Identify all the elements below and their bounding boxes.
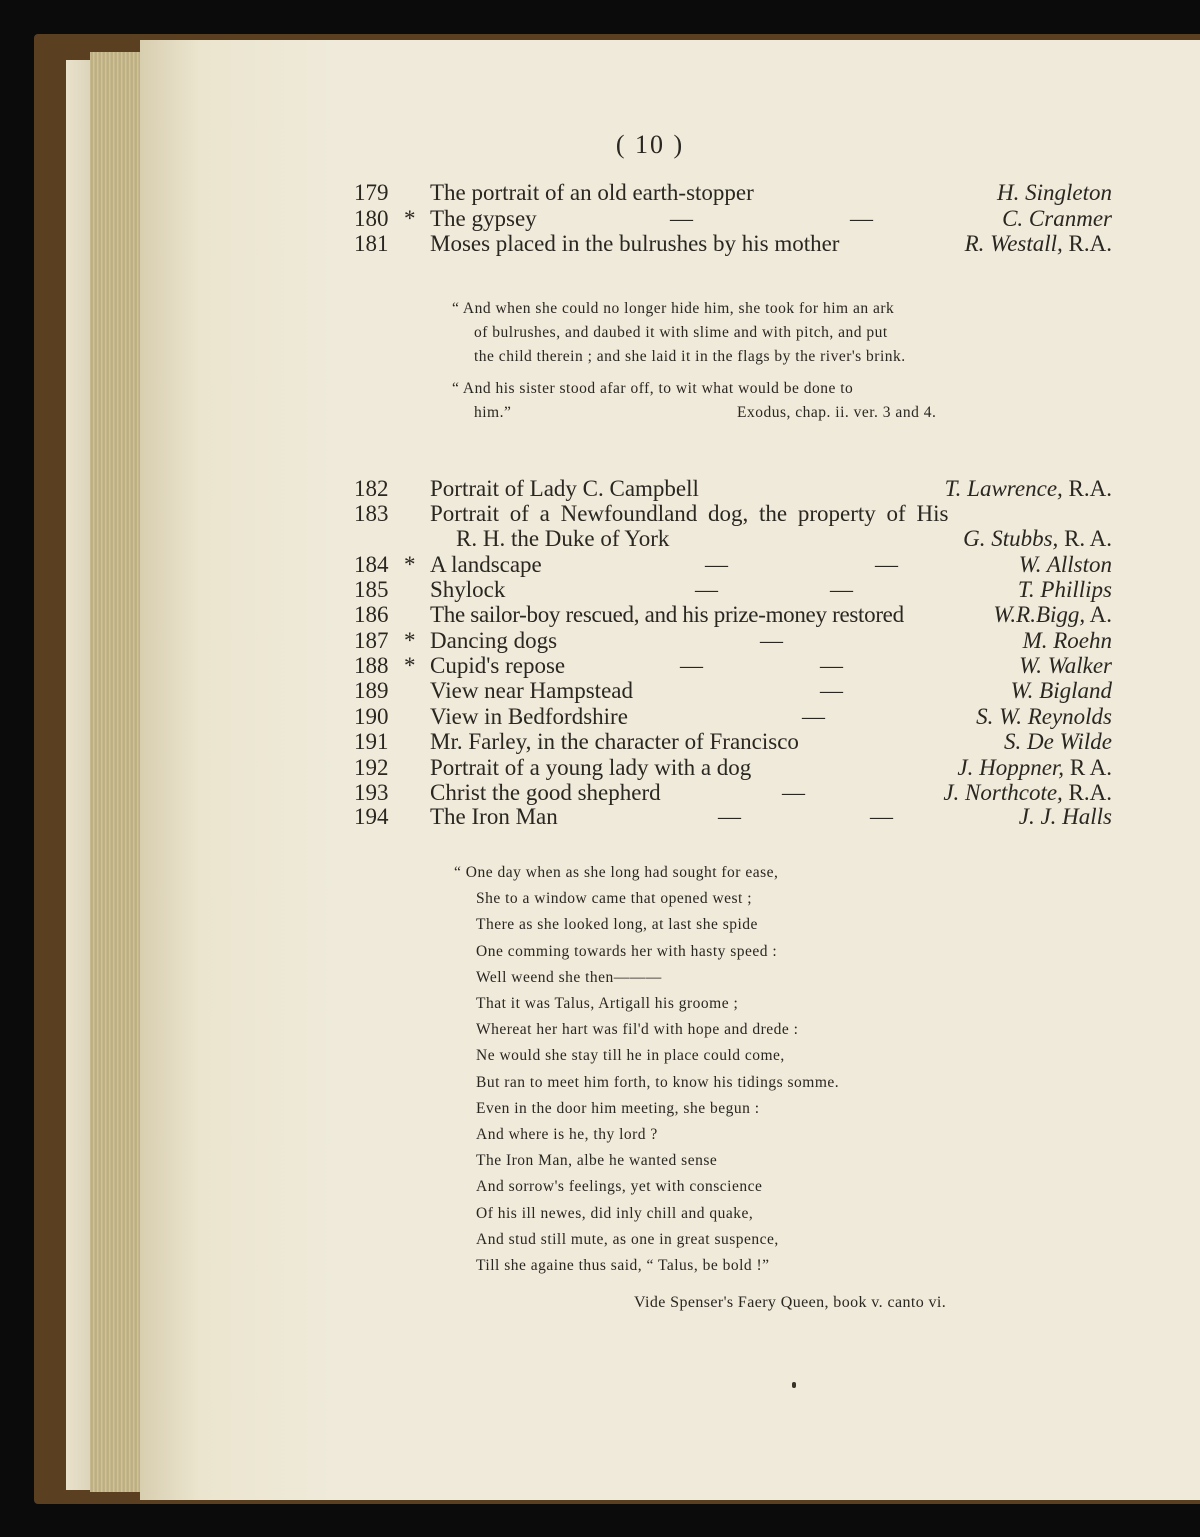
catalogue-entry xyxy=(140,628,1140,654)
catalogue-entry xyxy=(140,602,1140,628)
catalogue-entry-continued xyxy=(140,526,1140,552)
poem-line: Whereat her hart was fil'd with hope and drede : xyxy=(476,1021,799,1039)
quote-spenser xyxy=(454,860,1054,1279)
artist-name: H. Singleton xyxy=(997,180,1112,205)
poem-line: One comming towards her with hasty speed : xyxy=(476,942,778,960)
entry-number: 185 xyxy=(354,577,389,602)
entry-artist xyxy=(1019,552,1112,578)
entry-number: 191 xyxy=(354,729,389,754)
entry-title: The Iron Man xyxy=(430,804,558,829)
entry-star: * xyxy=(404,206,416,231)
catalogue-entry xyxy=(140,653,1140,679)
book-page xyxy=(140,40,1200,1500)
artist-suffix: R. A. xyxy=(1058,526,1112,551)
entry-dash: — xyxy=(680,653,703,678)
artist-suffix: R.A. xyxy=(1062,780,1112,805)
artist-name: J. Hoppner, xyxy=(957,755,1065,780)
poem-line: But ran to meet him forth, to know his tidings somme. xyxy=(476,1073,840,1091)
poem-line: She to a window came that opened west ; xyxy=(476,890,753,908)
artist-name: G. Stubbs, xyxy=(963,526,1059,551)
entry-number: 194 xyxy=(354,804,389,829)
entry-title: View near Hampstead xyxy=(430,678,633,703)
entry-dash: — xyxy=(782,780,805,805)
entry-star: * xyxy=(404,653,416,678)
artist-suffix: R.A. xyxy=(1062,231,1112,256)
entry-title: Christ the good shepherd xyxy=(430,780,661,805)
entry-title: Portrait of a Newfoundland dog, the property of His xyxy=(430,501,949,526)
entry-number: 186 xyxy=(354,602,389,627)
entry-title: Portrait of a young lady with a dog xyxy=(430,755,752,780)
entry-artist xyxy=(965,231,1112,257)
entry-title: The sailor-boy rescued, and his prize-money restored xyxy=(430,602,904,627)
entry-title: Moses placed in the bulrushes by his mother xyxy=(430,231,840,256)
artist-name: S. W. Reynolds xyxy=(976,704,1112,729)
poem-line: That it was Talus, Artigall his groome ; xyxy=(476,995,739,1013)
entry-number: 184 xyxy=(354,552,389,577)
entry-artist xyxy=(976,704,1112,730)
quote-line: the child therein ; and she laid it in the flags by the river's brink. xyxy=(474,348,906,365)
entry-artist xyxy=(963,526,1112,552)
entry-artist xyxy=(1018,577,1112,603)
poem-line: Till she againe thus said, “ Talus, be bold !” xyxy=(476,1257,770,1275)
entry-title: Shylock xyxy=(430,577,506,602)
entry-number: 189 xyxy=(354,678,389,703)
poem-line: Well weend she then——— xyxy=(476,968,662,986)
entry-artist xyxy=(1011,678,1112,704)
entry-number: 179 xyxy=(354,180,389,205)
poem-line: And where is he, thy lord ? xyxy=(476,1126,658,1144)
poem-line: And sorrow's feelings, yet with conscience xyxy=(476,1178,763,1196)
entry-title: A landscape xyxy=(430,552,542,577)
catalogue-entry xyxy=(140,678,1140,704)
artist-name: T. Lawrence, xyxy=(944,476,1063,501)
poem-line: Ne would she stay till he in place could come, xyxy=(476,1047,785,1065)
quote-line: him.” xyxy=(474,404,512,421)
entry-artist xyxy=(997,180,1112,206)
entry-title: The gypsey xyxy=(430,206,537,231)
entry-dash: — xyxy=(705,552,728,577)
quote-line: “ And his sister stood afar off, to wit what would be done to xyxy=(452,380,854,397)
artist-name: J. Northcote, xyxy=(943,780,1063,805)
entry-dash: — xyxy=(875,552,898,577)
artist-name: M. Roehn xyxy=(1022,628,1112,653)
poem-citation: Vide Spenser's Faery Queen, book v. canto vi. xyxy=(634,1294,947,1311)
entry-dash: — xyxy=(870,804,893,829)
entry-artist xyxy=(1019,653,1112,679)
entry-number: 190 xyxy=(354,704,389,729)
artist-name: W. Allston xyxy=(1018,552,1112,577)
catalogue-entry xyxy=(140,577,1140,603)
artist-name: J. J. Halls xyxy=(1018,804,1112,829)
poem-line: Even in the door him meeting, she begun : xyxy=(476,1099,760,1117)
entry-title: Dancing dogs xyxy=(430,628,558,653)
artist-name: R. Westall, xyxy=(964,231,1063,256)
catalogue-entry xyxy=(140,704,1140,730)
entry-dash: — xyxy=(802,704,825,729)
entry-number: 182 xyxy=(354,476,389,501)
poem-line: And stud still mute, as one in great suspence, xyxy=(476,1230,779,1248)
entry-title: Cupid's repose xyxy=(430,653,566,678)
entry-artist xyxy=(1023,628,1112,654)
entry-dash: — xyxy=(850,206,873,231)
entry-dash: — xyxy=(830,577,853,602)
entry-artist xyxy=(957,755,1112,781)
poem-line: “ One day when as she long had sought for ease, xyxy=(454,864,779,881)
entry-dash: — xyxy=(695,577,718,602)
entry-artist xyxy=(993,602,1112,628)
poem-line: There as she looked long, at last she spide xyxy=(476,916,758,934)
entry-number: 181 xyxy=(354,231,389,256)
entry-dash: — xyxy=(760,628,783,653)
entry-number: 188 xyxy=(354,653,389,678)
entry-number: 180 xyxy=(354,206,389,231)
artist-suffix: R.A. xyxy=(1062,476,1112,501)
entry-star: * xyxy=(404,552,416,577)
ink-speck xyxy=(792,1382,796,1388)
catalogue-entry xyxy=(140,804,1140,830)
artist-suffix: R A. xyxy=(1064,755,1112,780)
entry-artist xyxy=(943,780,1112,806)
quote-line: of bulrushes, and daubed it with slime and with pitch, and put xyxy=(474,324,888,341)
poem-line: The Iron Man, albe he wanted sense xyxy=(476,1152,718,1170)
artist-name: W.R.Bigg, xyxy=(993,602,1086,627)
entry-dash: — xyxy=(718,804,741,829)
artist-name: S. De Wilde xyxy=(1004,729,1112,754)
entry-number: 187 xyxy=(354,628,389,653)
artist-name: T. Phillips xyxy=(1017,577,1112,602)
entry-title: R. H. the Duke of York xyxy=(456,526,670,551)
quote-line: “ And when she could no longer hide him, she took for him an ark xyxy=(452,300,895,317)
entry-title: View in Bedfordshire xyxy=(430,704,628,729)
entry-artist xyxy=(945,476,1112,502)
catalogue-entry xyxy=(140,206,1140,232)
quote-exodus xyxy=(452,297,1032,425)
catalogue-entry xyxy=(140,231,1140,257)
quote-citation: Exodus, chap. ii. ver. 3 and 4. xyxy=(737,404,937,421)
artist-suffix: A. xyxy=(1085,602,1112,627)
entry-title: The portrait of an old earth-stopper xyxy=(430,180,754,205)
catalogue-entry xyxy=(140,476,1140,502)
catalogue-entry xyxy=(140,780,1140,806)
entry-dash: — xyxy=(820,678,843,703)
entry-number: 193 xyxy=(354,780,389,805)
entry-artist xyxy=(1019,804,1112,830)
poem-line: Of his ill newes, did inly chill and quake, xyxy=(476,1204,754,1222)
entry-title: Mr. Farley, in the character of Francisco xyxy=(430,729,799,754)
catalogue-entry xyxy=(140,755,1140,781)
catalogue-entry xyxy=(140,552,1140,578)
entry-artist xyxy=(1002,206,1112,232)
entry-number: 183 xyxy=(354,501,389,526)
entry-dash: — xyxy=(670,206,693,231)
artist-name: W. Walker xyxy=(1019,653,1112,678)
entry-artist xyxy=(1004,729,1112,755)
entry-title: Portrait of Lady C. Campbell xyxy=(430,476,699,501)
catalogue-entry xyxy=(140,729,1140,755)
entry-star: * xyxy=(404,628,416,653)
entry-dash: — xyxy=(820,653,843,678)
catalogue-entry xyxy=(140,180,1140,206)
entry-number: 192 xyxy=(354,755,389,780)
artist-name: W. Bigland xyxy=(1010,678,1112,703)
artist-name: C. Cranmer xyxy=(1002,206,1112,231)
catalogue-entry xyxy=(140,501,1140,527)
page-number: ( 10 ) xyxy=(615,130,685,159)
